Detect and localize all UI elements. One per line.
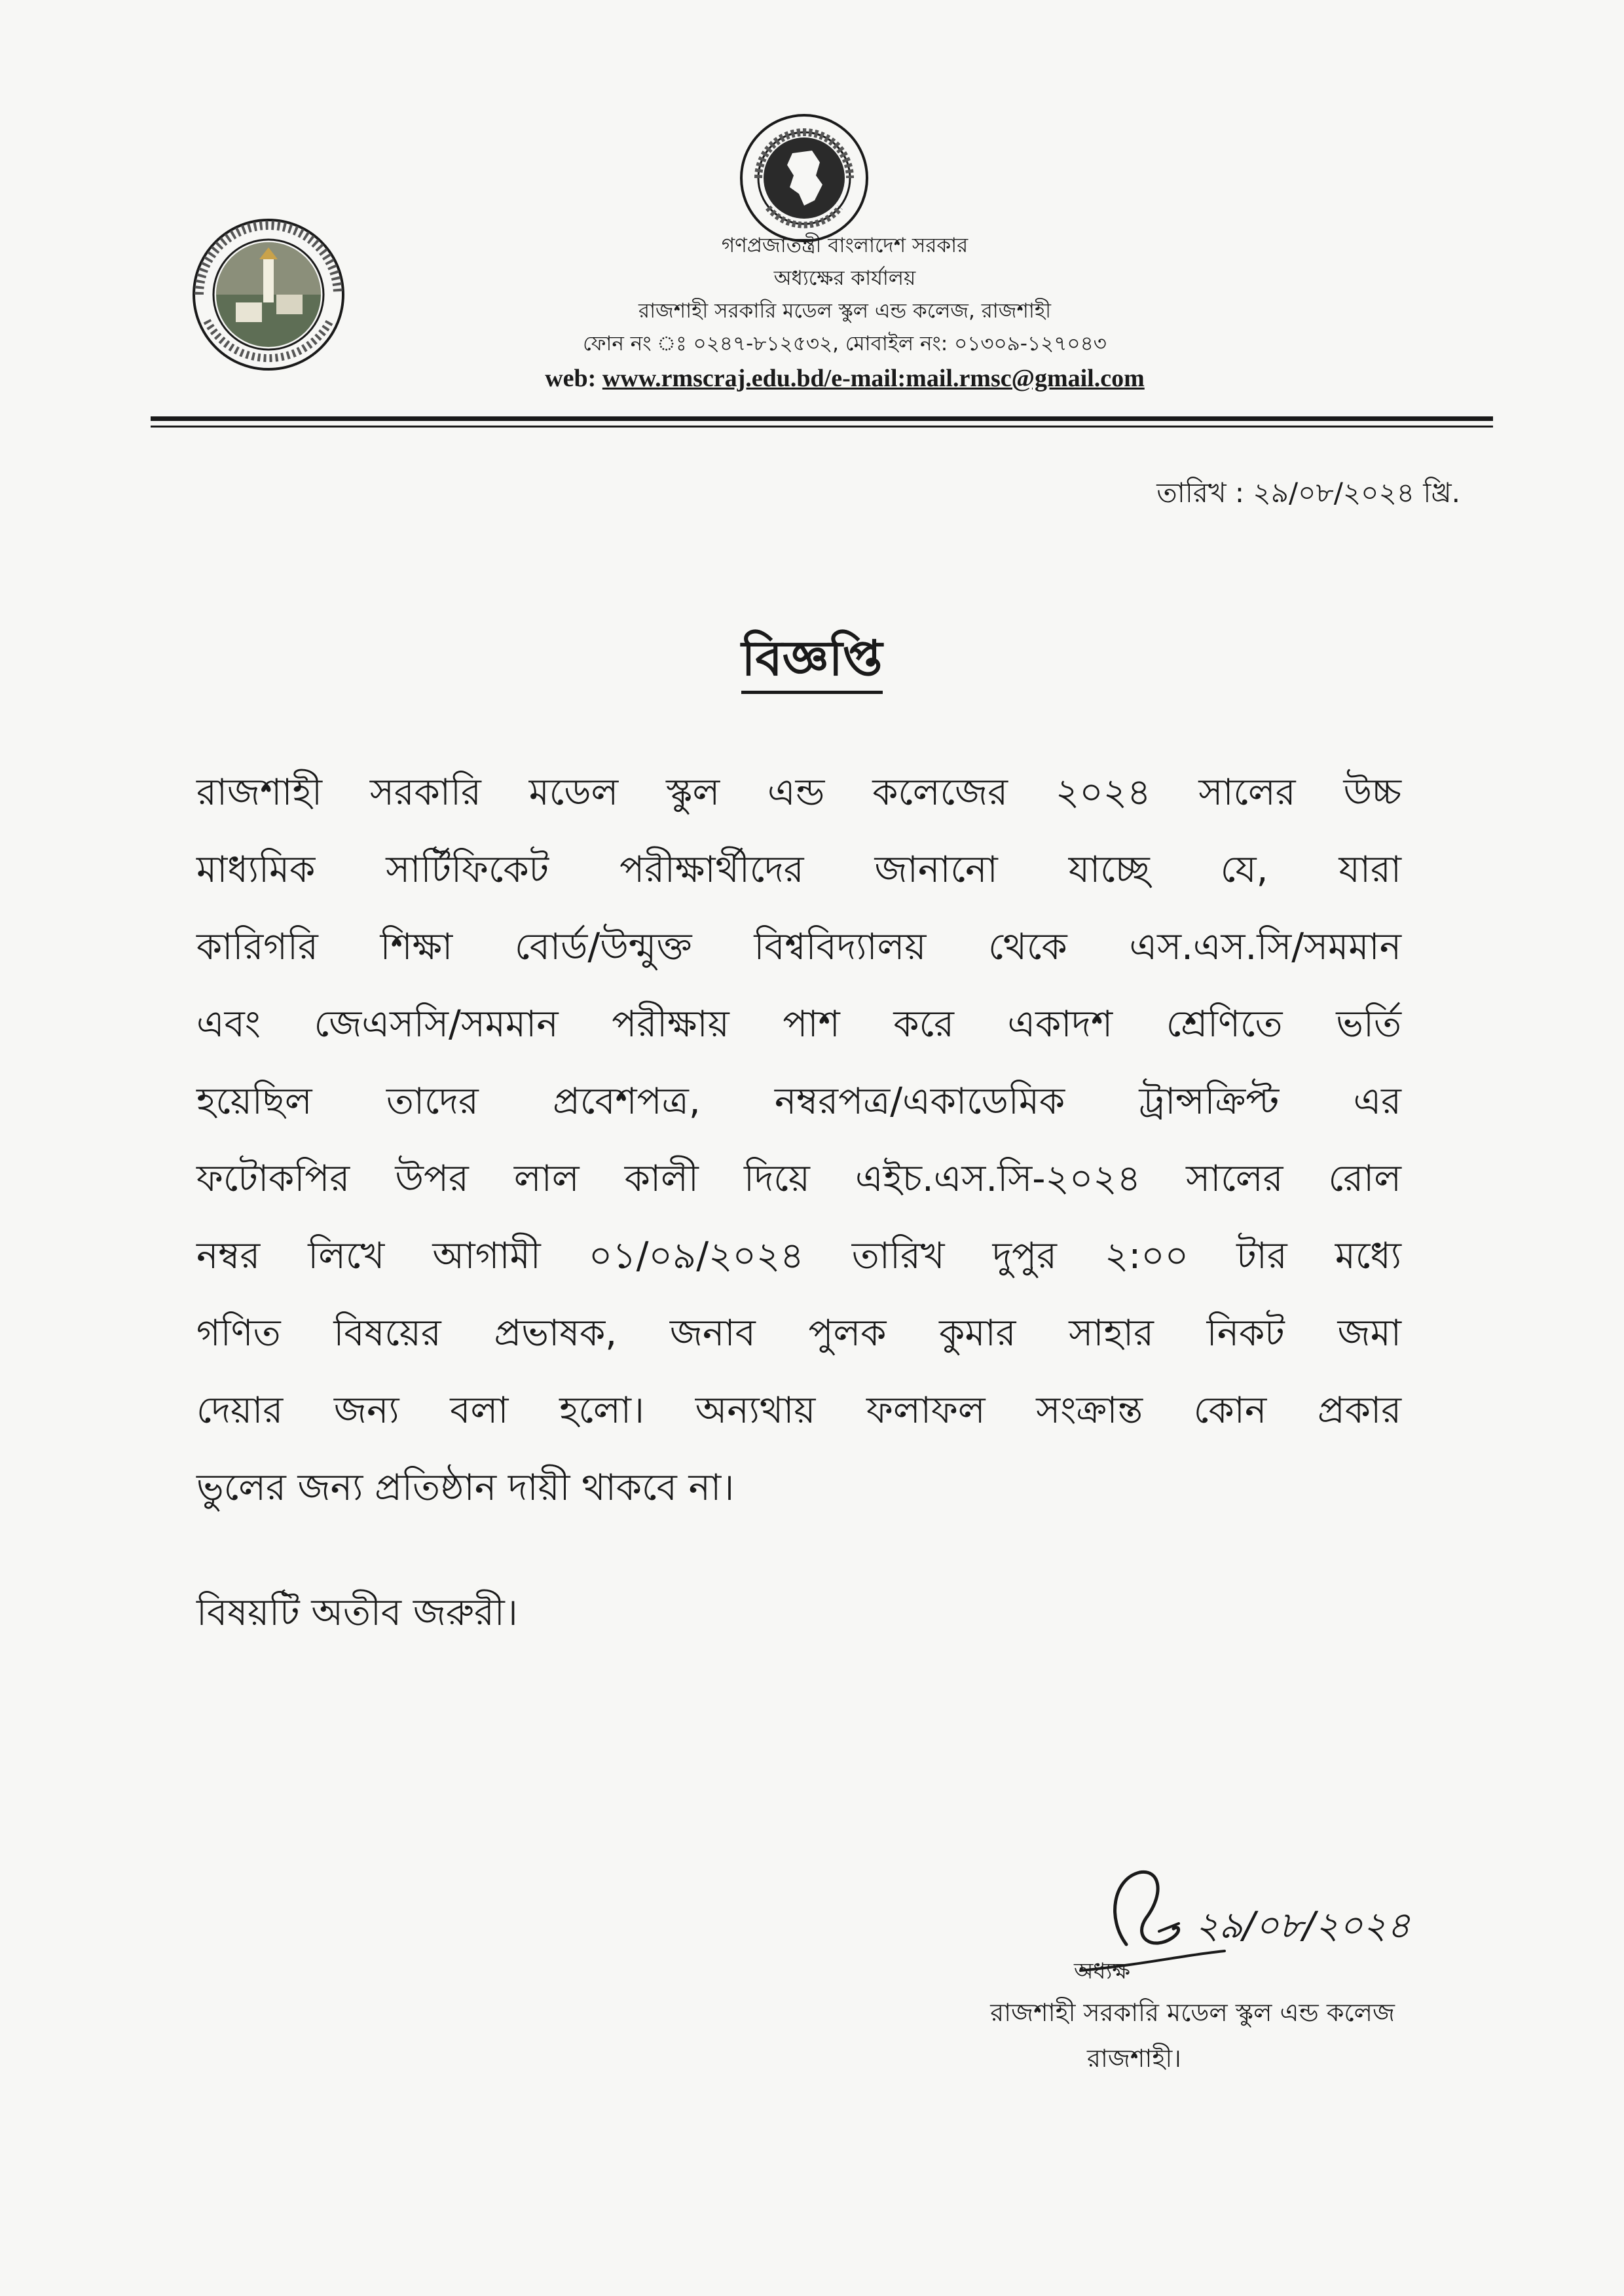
office-name: অধ্যক্ষের কার্যালয় [773,266,916,290]
web-label: web: [545,365,602,392]
signature-date: ২৯/০৮/২০২৪ [1195,1904,1411,1947]
body-line: এবং জেএসসি/সমমান পরীক্ষায় পাশ করে একাদশ শ্রেণিতে ভর্তি [196,1003,1401,1046]
notice-title [0,622,1624,702]
phone-line: ফোন নং ঃ ০২৪৭-৮১২৫৩২, মোবাইল নং: ০১৩০৯-১২৭০৪৩ [583,332,1107,355]
body-line: গণিত বিষয়ের প্রভাষক, জনাব পুলক কুমার সাহার নিকট জমা [196,1312,1401,1355]
notice-body [196,754,1401,1527]
government-name: গণপ্রজাতন্ত্রী বাংলাদেশ সরকার [721,234,969,257]
header-divider-thin [151,426,1493,428]
signatory-institution: রাজশাহী সরকারি মডেল স্কুল এন্ড কলেজ [990,1998,1395,2027]
web-email-link[interactable]: www.rmscraj.edu.bd/e-mail:mail.rmsc@gmail.com [602,365,1145,392]
signatory-designation: অধ্যক্ষ [1074,1958,1130,1984]
notice-title-text: বিজ্ঞপ্তি [741,630,882,694]
letterhead [419,229,1270,395]
body-line: ভুলের জন্য প্রতিষ্ঠান দায়ী থাকবে না। [196,1467,735,1509]
school-seal-logo [190,216,347,373]
body-line: হয়েছিল তাদের প্রবেশপত্র, নম্বরপত্র/একাডেমিক ট্রান্সক্রিপ্ট এর [196,1080,1401,1123]
government-seal-logo [739,113,870,244]
header-divider-thick [151,416,1493,421]
web-line [419,361,1270,395]
notice-date: তারিখ : ২৯/০৮/২০২৪ খ্রি. [1156,477,1460,509]
body-line: কারিগরি শিক্ষা বোর্ড/উন্মুক্ত বিশ্ববিদ্যালয় থেকে এস.এস.সি/সমমান [196,926,1401,968]
body-line: রাজশাহী সরকারি মডেল স্কুল এন্ড কলেজের ২০২৪ সালের উচ্চ [196,771,1401,814]
body-line: নম্বর লিখে আগামী ০১/০৯/২০২৪ তারিখ দুপুর ২:০০ টার মধ্যে [196,1235,1401,1277]
body-line: ফটোকপির উপর লাল কালী দিয়ে এইচ.এস.সি-২০২৪ সালের রোল [196,1157,1401,1200]
institution-name: রাজশাহী সরকারি মডেল স্কুল এন্ড কলেজ, রাজশাহী [638,299,1051,323]
body-line: মাধ্যমিক সার্টিফিকেট পরীক্ষার্থীদের জানানো যাচ্ছে যে, যারা [196,848,1401,891]
signatory-city: রাজশাহী। [1087,2044,1181,2073]
urgent-note: বিষয়টি অতীব জরুরী। [196,1592,518,1634]
body-line: দেয়ার জন্য বলা হলো। অন্যথায় ফলাফল সংক্রান্ত কোন প্রকার [196,1389,1401,1432]
